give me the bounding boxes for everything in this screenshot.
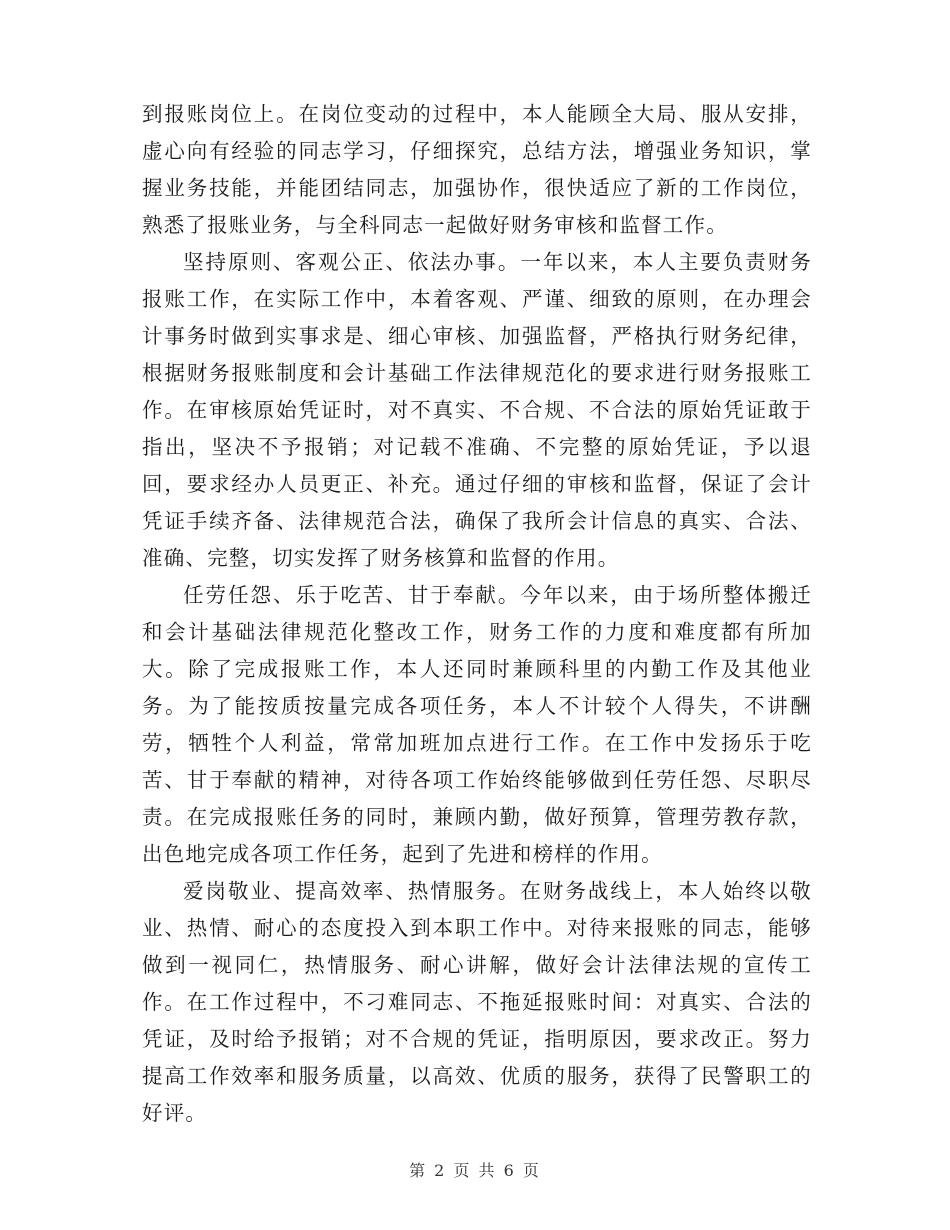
body-text	[142, 96, 812, 1132]
page-number-footer: 第 2 页 共 6 页	[409, 1161, 541, 1180]
paragraph-3: 任劳任怨、乐于吃苦、甘于奉献。今年以来，由于场所整体搬迁和会计基础法律规范化整改工作，财务工作的力度和难度都有所加大。除了完成报账工作，本人还同时兼顾科里的内勤工作及其他业务。为了能按质按量完成各项任务，本人不计较个人得失，不讲酬劳，牺牲个人利益，常常加班加点进行工作。在工作中发扬乐于吃苦、甘于奉献的精神，对待各项工作始终能够做到任劳任怨、尽职尽责。在完成报账任务的同时，兼顾内勤，做好预算，管理劳教存款，出色地完成各项工作任务，起到了先进和榜样的作用。	[142, 583, 812, 866]
paragraph-1: 到报账岗位上。在岗位变动的过程中，本人能顾全大局、服从安排，虚心向有经验的同志学习，仔细探究，总结方法，增强业务知识，掌握业务技能，并能团结同志，加强协作，很快适应了新的工作岗位，熟悉了报账业务，与全科同志一起做好财务审核和监督工作。	[142, 102, 812, 237]
paragraph-2: 坚持原则、客观公正、依法办事。一年以来，本人主要负责财务报账工作，在实际工作中，本着客观、严谨、细致的原则，在办理会计事务时做到实事求是、细心审核、加强监督，严格执行财务纪律，根据财务报账制度和会计基础工作法律规范化的要求进行财务报账工作。在审核原始凭证时，对不真实、不合规、不合法的原始凭证敢于指出，坚决不予报销；对记载不准确、不完整的原始凭证，予以退回，要求经办人员更正、补充。通过仔细的审核和监督，保证了会计凭证手续齐备、法律规范合法，确保了我所会计信息的真实、合法、准确、完整，切实发挥了财务核算和监督的作用。	[142, 250, 812, 570]
paragraph-4: 爱岗敬业、提高效率、热情服务。在财务战线上，本人始终以敬业、热情、耐心的态度投入到本职工作中。对待来报账的同志，能够做到一视同仁，热情服务、耐心讲解，做好会计法律法规的宣传工作。在工作过程中，不刁难同志、不拖延报账时间：对真实、合法的凭证，及时给予报销；对不合规的凭证，指明原因，要求改正。努力提高工作效率和服务质量，以高效、优质的服务，获得了民警职工的好评。	[142, 879, 812, 1125]
